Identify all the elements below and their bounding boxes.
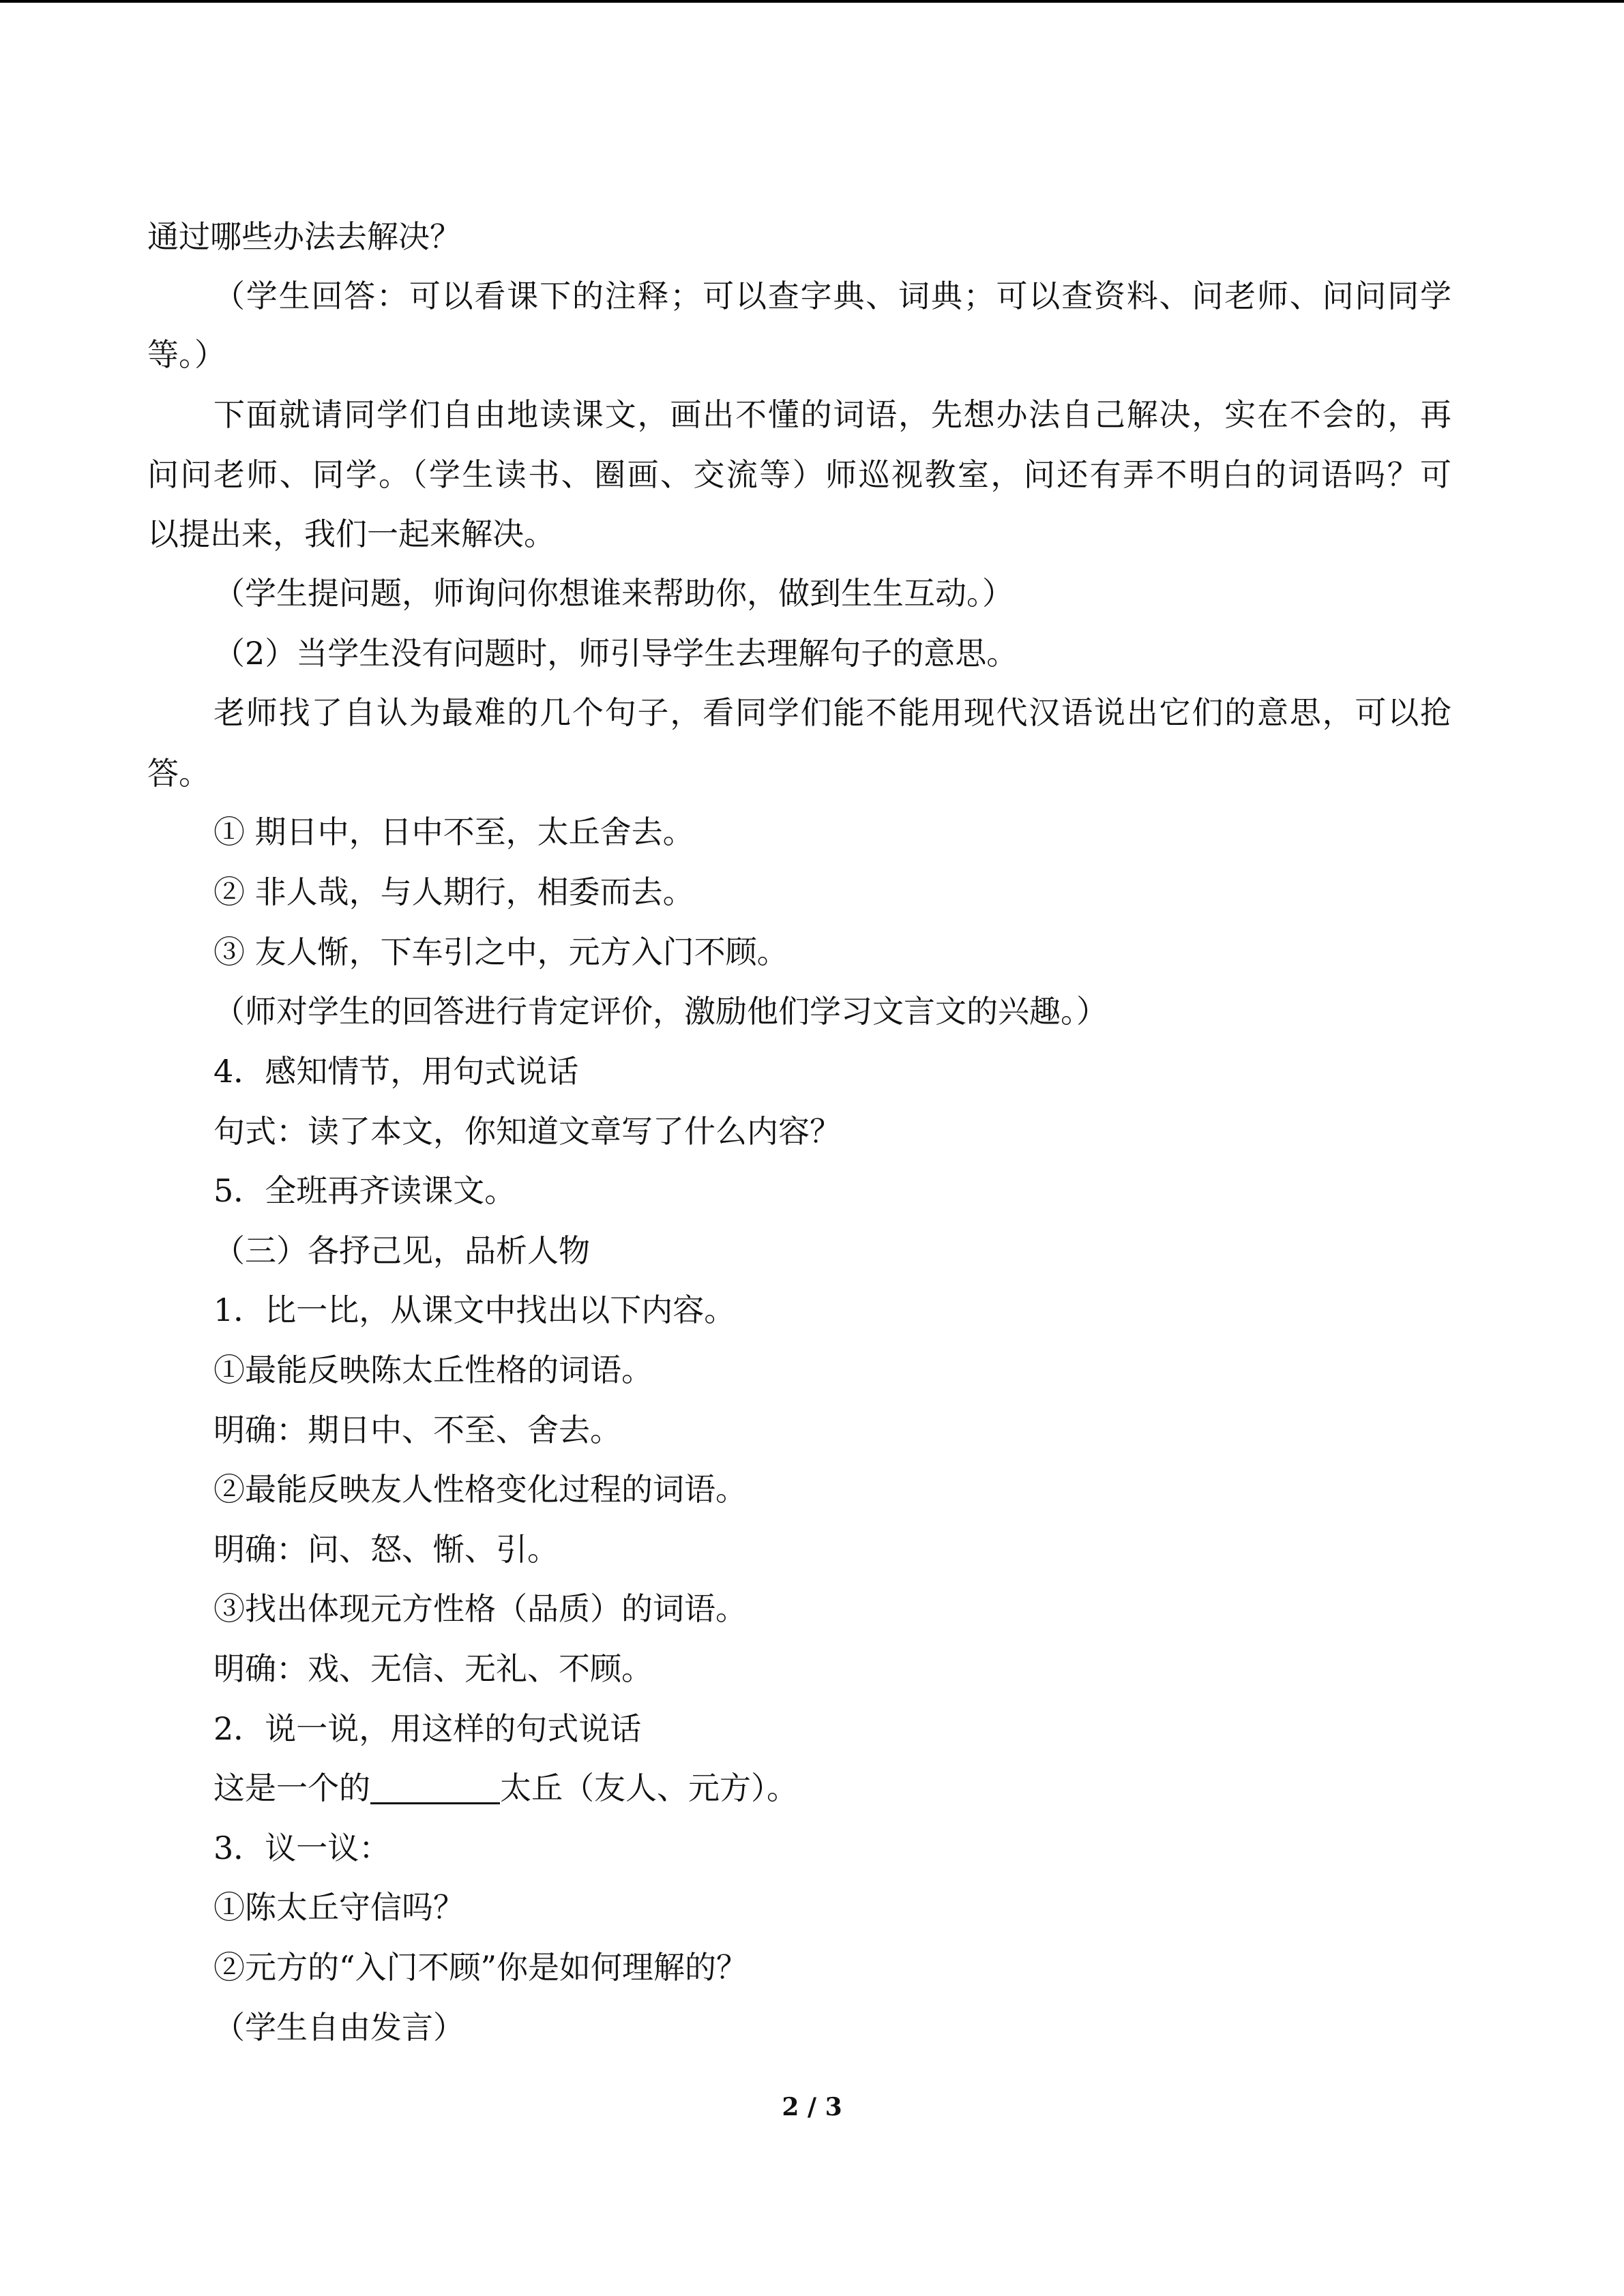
text-line: 等。） xyxy=(147,336,226,373)
fill-in-sentence xyxy=(213,1768,798,1808)
text-line: 4．感知情节，用句式说话 xyxy=(213,1053,579,1090)
blank-underline xyxy=(370,1771,500,1804)
page-number: 2 / 3 xyxy=(782,2093,842,2121)
text-line: 1．比一比，从课文中找出以下内容。 xyxy=(213,1292,736,1328)
sentence-end: 太丘（友人、元方）。 xyxy=(500,1770,798,1806)
text-line: 老师找了自认为最难的几个句子，看同学们能不能用现代汉语说出它们的意思，可以抢 xyxy=(213,694,1451,731)
text-line: 明确：戏、无信、无礼、不顾。 xyxy=(213,1650,653,1687)
text-line: 5．全班再齐读课文。 xyxy=(213,1172,516,1209)
text-line: （师对学生的回答进行肯定评价，激励他们学习文言文的兴趣。） xyxy=(213,993,1108,1030)
text-line: （2）当学生没有问题时，师引导学生去理解句子的意思。 xyxy=(213,635,1018,672)
text-line: ②元方的“入门不顾”你是如何理解的？ xyxy=(213,1949,748,1986)
text-line: ② 非人哉，与人期行，相委而去。 xyxy=(213,874,694,910)
text-line: （学生自由发言） xyxy=(213,2009,464,2046)
text-line: 答。 xyxy=(147,755,210,792)
sentence-start: 这是一个的 xyxy=(213,1770,370,1806)
text-line: ③ 友人惭，下车引之中，元方入门不顾。 xyxy=(213,934,788,970)
text-line: 3．议一议： xyxy=(213,1830,391,1866)
text-line: ①最能反映陈太丘性格的词语。 xyxy=(213,1352,653,1388)
text-line: 明确：问、怒、惭、引。 xyxy=(213,1531,559,1568)
text-line: 明确：期日中、不至、舍去。 xyxy=(213,1412,621,1448)
text-line: 下面就请同学们自由地读课文，画出不懂的词语，先想办法自己解决，实在不会的，再 xyxy=(213,396,1451,433)
text-line: 通过哪些办法去解决？ xyxy=(147,218,461,255)
text-line: 句式：读了本文，你知道文章写了什么内容？ xyxy=(213,1113,841,1150)
text-line: （学生提问题，师询问你想谁来帮助你，做到生生互动。） xyxy=(213,575,1014,612)
text-line: ① 期日中，日中不至，太丘舍去。 xyxy=(213,814,694,850)
text-line: （学生回答：可以看课下的注释；可以查字典、词典；可以查资料、问老师、问问同学 xyxy=(213,278,1451,314)
text-line: 以提出来，我们一起来解决。 xyxy=(147,516,555,552)
text-line: 问问老师、同学。（学生读书、圈画、交流等）师巡视教室，问还有弄不明白的词语吗？可 xyxy=(147,456,1451,493)
text-line: ①陈太丘守信吗？ xyxy=(213,1889,464,1926)
text-line: ③找出体现元方性格（品质）的词语。 xyxy=(213,1590,747,1627)
text-line: （三）各抒己见，品析人物 xyxy=(213,1232,590,1269)
text-line: ②最能反映友人性格变化过程的词语。 xyxy=(213,1471,747,1508)
text-line: 2．说一说，用这样的句式说话 xyxy=(213,1710,642,1747)
